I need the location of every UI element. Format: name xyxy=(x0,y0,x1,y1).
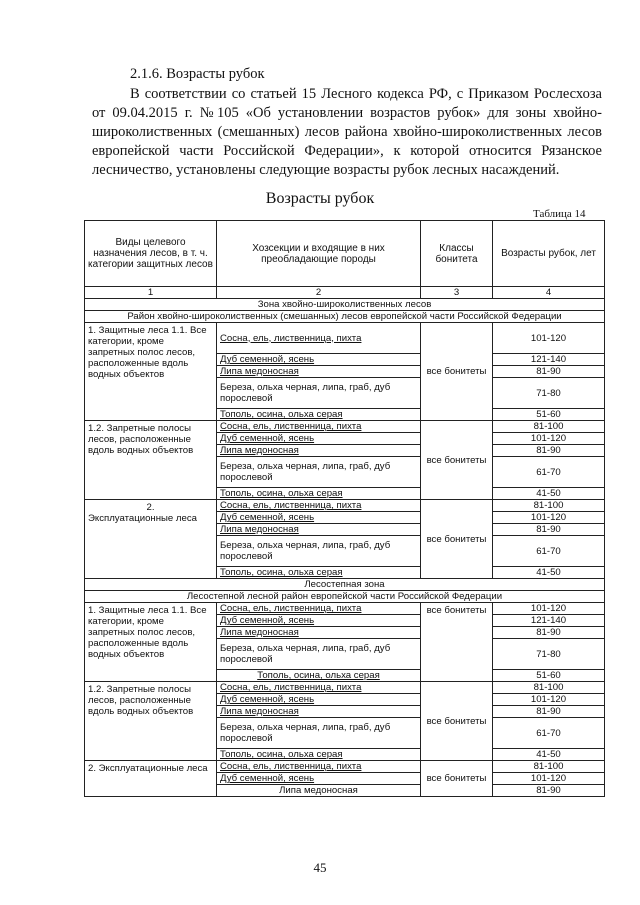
bonitet-cell: все бонитеты xyxy=(421,761,493,797)
age-cell: 101-120 xyxy=(493,773,605,785)
species-cell: Береза, ольха черная, липа, граб, дуб порослевой xyxy=(217,718,421,749)
species-cell: Дуб семенной, ясень xyxy=(217,615,421,627)
age-cell: 51-60 xyxy=(493,409,605,421)
species-cell: Липа медоносная xyxy=(217,785,421,797)
table-row xyxy=(85,761,605,773)
species-cell: Сосна, ель, лиственница, пихта xyxy=(217,421,421,433)
age-cell: 81-100 xyxy=(493,500,605,512)
col-number: 4 xyxy=(493,287,605,299)
age-cell: 101-120 xyxy=(493,323,605,354)
species-cell: Береза, ольха черная, липа, граб, дуб порослевой xyxy=(217,457,421,488)
age-cell: 81-90 xyxy=(493,445,605,457)
species-cell: Липа медоносная xyxy=(217,445,421,457)
age-cell: 81-90 xyxy=(493,706,605,718)
bonitet-cell: все бонитеты xyxy=(421,603,493,682)
species-cell: Дуб семенной, ясень xyxy=(217,694,421,706)
species-cell: Липа медоносная xyxy=(217,706,421,718)
age-cell: 81-90 xyxy=(493,524,605,536)
age-cell: 71-80 xyxy=(493,639,605,670)
age-cell: 71-80 xyxy=(493,378,605,409)
age-cell: 41-50 xyxy=(493,567,605,579)
species-cell: Сосна, ель, лиственница, пихта xyxy=(217,603,421,615)
age-cell: 81-100 xyxy=(493,761,605,773)
species-cell: Береза, ольха черная, липа, граб, дуб порослевой xyxy=(217,378,421,409)
table-number: Таблица 14 xyxy=(533,208,586,220)
species-cell: Тополь, осина, ольха серая xyxy=(217,409,421,421)
table-row xyxy=(85,500,605,512)
section-heading: 2.1.6. Возрасты рубок xyxy=(130,66,265,82)
species-cell: Сосна, ель, лиственница, пихта xyxy=(217,323,421,354)
bonitet-cell: все бонитеты xyxy=(421,682,493,761)
species-cell: Тополь, осина, ольха серая xyxy=(217,567,421,579)
age-cell: 51-60 xyxy=(493,670,605,682)
species-cell: Береза, ольха черная, липа, граб, дуб порослевой xyxy=(217,536,421,567)
age-cell: 81-90 xyxy=(493,785,605,797)
header-purpose: Виды целевого назначения лесов, в т. ч. категории защитных лесов xyxy=(85,221,217,287)
age-cell: 81-90 xyxy=(493,366,605,378)
category-cell: 1. Защитные леса 1.1. Все категории, кроме запретных полос лесов, расположенные вдоль водных объектов xyxy=(85,603,217,682)
table-caption: Возрасты рубок xyxy=(265,190,375,207)
page-number: 45 xyxy=(313,860,327,875)
category-number: 2. xyxy=(146,502,155,513)
age-cell: 81-90 xyxy=(493,627,605,639)
species-cell: Дуб семенной, ясень xyxy=(217,354,421,366)
age-cell: 101-120 xyxy=(493,603,605,615)
age-cell: 61-70 xyxy=(493,536,605,567)
category-cell xyxy=(85,500,217,579)
table-row xyxy=(85,421,605,433)
col-number: 1 xyxy=(85,287,217,299)
bonitet-cell: все бонитеты xyxy=(421,421,493,500)
species-cell: Липа медоносная xyxy=(217,627,421,639)
age-cell: 41-50 xyxy=(493,749,605,761)
age-cell: 61-70 xyxy=(493,457,605,488)
species-cell: Дуб семенной, ясень xyxy=(217,433,421,445)
category-cell: 1. Защитные леса 1.1. Все категории, кроме запретных полос лесов, расположенные вдоль водных объектов xyxy=(85,323,217,421)
species-cell: Сосна, ель, лиственница, пихта xyxy=(217,682,421,694)
age-cell: 81-100 xyxy=(493,682,605,694)
species-cell: Береза, ольха черная, липа, граб, дуб порослевой xyxy=(217,639,421,670)
species-cell: Тополь, осина, ольха серая xyxy=(217,488,421,500)
species-cell: Дуб семенной, ясень xyxy=(217,773,421,785)
intro-paragraph: В соответствии со статьей 15 Лесного кодекса РФ, с Приказом Рослесхоза от 09.04.2015 г. №105 «Об установлении возрастов рубок» для зоны хвойно-широколиственных (смешанных) лесов района хвойно-широколиственных лесов европейской части Российской Федерации», к которой относится Рязанское лесничество, установлены следующие возрасты рубок лесных насаждений. xyxy=(92,86,602,178)
zone-row: Лесостепная зона xyxy=(85,579,605,591)
cutting-ages-table xyxy=(84,220,605,797)
age-cell: 41-50 xyxy=(493,488,605,500)
species-cell: Дуб семенной, ясень xyxy=(217,512,421,524)
bonitet-cell: все бонитеты xyxy=(421,500,493,579)
table-row xyxy=(85,603,605,615)
header-species: Хозсекции и входящие в них преобладающие породы xyxy=(217,221,421,287)
region-row: Район хвойно-широколиственных (смешанных) лесов европейской части Российской Федерации xyxy=(85,311,605,323)
category-cell: 2. Эксплуатационные леса xyxy=(85,761,217,797)
region-row: Лесостепной лесной район европейской части Российской Федерации xyxy=(85,591,605,603)
category-label: Эксплуатационные леса xyxy=(88,513,197,524)
species-cell: Тополь, осина, ольха серая xyxy=(217,670,421,682)
table-header-row xyxy=(85,221,605,287)
bonitet-cell: все бонитеты xyxy=(421,323,493,421)
age-cell: 81-100 xyxy=(493,421,605,433)
age-cell: 101-120 xyxy=(493,433,605,445)
category-cell: 1.2. Запретные полосы лесов, расположенные вдоль водных объектов xyxy=(85,421,217,500)
column-number-row xyxy=(85,287,605,299)
age-cell: 101-120 xyxy=(493,512,605,524)
age-cell: 61-70 xyxy=(493,718,605,749)
species-cell: Сосна, ель, лиственница, пихта xyxy=(217,761,421,773)
species-cell: Липа медоносная xyxy=(217,366,421,378)
zone-row: Зона хвойно-широколиственных лесов xyxy=(85,299,605,311)
species-cell: Липа медоносная xyxy=(217,524,421,536)
age-cell: 121-140 xyxy=(493,615,605,627)
table-row xyxy=(85,323,605,354)
table-row xyxy=(85,682,605,694)
species-cell: Сосна, ель, лиственница, пихта xyxy=(217,500,421,512)
col-number: 2 xyxy=(217,287,421,299)
header-bonitet: Классы бонитета xyxy=(421,221,493,287)
header-age: Возрасты рубок, лет xyxy=(493,221,605,287)
col-number: 3 xyxy=(421,287,493,299)
category-cell: 1.2. Запретные полосы лесов, расположенные вдоль водных объектов xyxy=(85,682,217,761)
species-cell: Тополь, осина, ольха серая xyxy=(217,749,421,761)
age-cell: 101-120 xyxy=(493,694,605,706)
age-cell: 121-140 xyxy=(493,354,605,366)
